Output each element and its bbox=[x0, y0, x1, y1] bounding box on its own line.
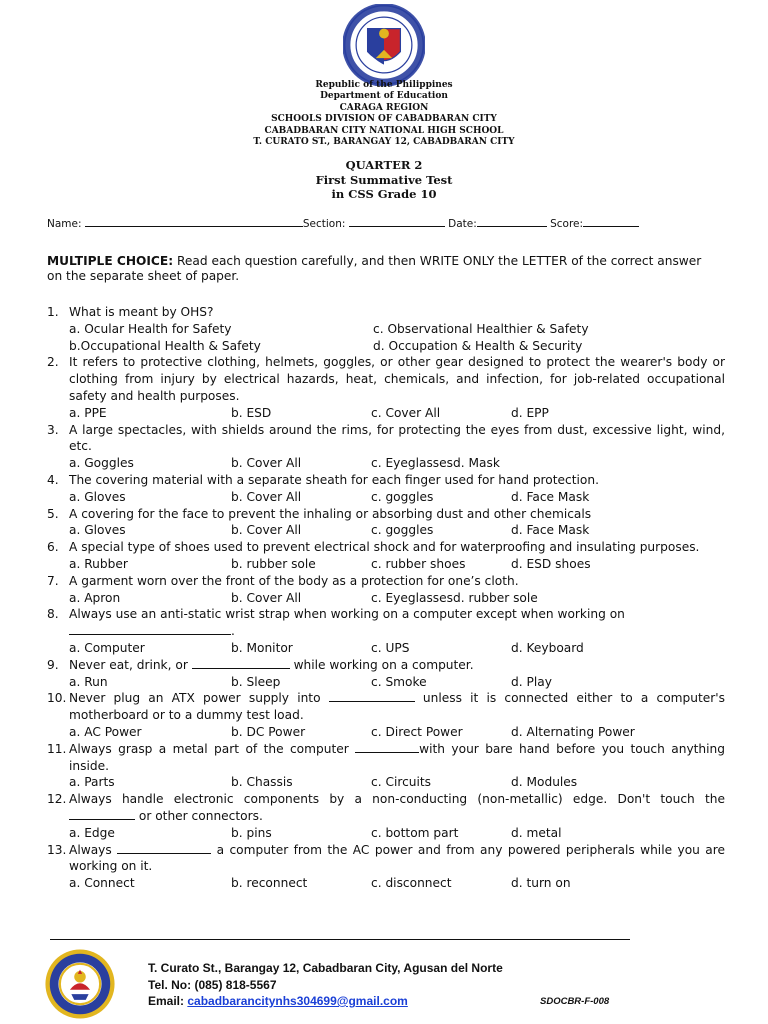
answer-option: d. Alternating Power bbox=[511, 724, 635, 739]
question-item bbox=[47, 354, 725, 421]
answer-option: a. AC Power bbox=[69, 724, 142, 739]
subject-label: in CSS Grade 10 bbox=[331, 187, 437, 201]
instructions bbox=[47, 254, 717, 284]
question-number: 6. bbox=[47, 540, 59, 555]
answer-option: b. pins bbox=[231, 825, 272, 840]
question-stem bbox=[69, 506, 725, 523]
answer-option: d. Face Mask bbox=[511, 523, 590, 538]
question-number: 5. bbox=[47, 506, 59, 521]
instructions-label: MULTIPLE CHOICE: bbox=[47, 254, 174, 268]
deped-seal-icon bbox=[343, 4, 425, 86]
question-item bbox=[47, 791, 725, 841]
answer-option: b. DC Power bbox=[231, 724, 306, 739]
email-link[interactable]: cabadbarancitynhs304699@gmail.com bbox=[187, 994, 408, 1008]
question-stem bbox=[69, 422, 725, 456]
answer-option: a. Gloves bbox=[69, 489, 126, 504]
answer-option: a. Run bbox=[69, 674, 108, 689]
answer-option: d. Play bbox=[511, 674, 552, 689]
question-stem bbox=[69, 354, 725, 404]
answer-option: c. Circuits bbox=[371, 775, 432, 790]
letterhead-line: CARAGA REGION bbox=[339, 102, 429, 113]
answer-option: b.Occupational Health & Safety bbox=[69, 338, 261, 353]
answer-option: b. Sleep bbox=[231, 674, 281, 689]
answer-option: c. Cover All bbox=[371, 405, 441, 420]
question-number: 3. bbox=[47, 422, 59, 437]
question-stem bbox=[69, 741, 725, 775]
answer-option: d. rubber sole bbox=[453, 590, 538, 605]
school-address: T. Curato St., Barangay 12, Cabadbaran City, Agusan del Norte bbox=[148, 961, 503, 975]
date-label: Date: bbox=[448, 218, 477, 230]
question-text-tail: . bbox=[231, 624, 235, 639]
answer-blank[interactable] bbox=[355, 741, 419, 753]
question-stem bbox=[69, 304, 725, 321]
school-contact bbox=[148, 960, 503, 1010]
letterhead-line: T. CURATO ST., BARANGAY 12, CABADBARAN CITY bbox=[253, 137, 515, 148]
question-stem bbox=[69, 606, 725, 640]
question-item bbox=[47, 573, 725, 607]
question-stem bbox=[69, 573, 725, 590]
question-item bbox=[47, 506, 725, 540]
question-stem bbox=[69, 791, 725, 825]
test-title bbox=[0, 158, 768, 202]
quarter-label: QUARTER 2 bbox=[345, 158, 423, 172]
letterhead-line: Republic of the Philippines bbox=[315, 80, 453, 90]
answer-option: b. Monitor bbox=[231, 640, 293, 655]
answer-option: a. PPE bbox=[69, 405, 107, 420]
question-item bbox=[47, 842, 725, 892]
answer-option: a. Rubber bbox=[69, 556, 128, 571]
answer-option: c. goggles bbox=[371, 489, 434, 504]
question-item bbox=[47, 690, 725, 740]
answer-option: d. Modules bbox=[511, 775, 578, 790]
answer-option: b. Cover All bbox=[231, 489, 302, 504]
question-stem bbox=[69, 842, 725, 876]
question-number: 9. bbox=[47, 657, 59, 672]
footer-divider bbox=[50, 939, 630, 940]
question-text: A covering for the face to prevent the inhaling or absorbing dust and other chemicals bbox=[69, 506, 592, 521]
instructions-text: Read each question carefully, and then WRITE ONLY the LETTER of the correct answer on the separate sheet of paper. bbox=[47, 254, 702, 284]
answer-option: d. Keyboard bbox=[511, 640, 584, 655]
answer-option: a. Edge bbox=[69, 825, 115, 840]
answer-blank[interactable] bbox=[329, 690, 415, 702]
answer-option: c. goggles bbox=[371, 523, 434, 538]
question-number: 11. bbox=[47, 741, 67, 756]
question-text: Never eat, drink, or bbox=[69, 657, 188, 672]
test-name: First Summative Test bbox=[315, 172, 453, 187]
school-seal-icon bbox=[44, 948, 116, 1020]
question-text: Always handle electronic components by a non-conducting (non-metallic) edge. Don't touch the bbox=[69, 792, 725, 807]
question-stem bbox=[69, 690, 725, 724]
name-label: Name: bbox=[47, 218, 82, 230]
answer-option: d. metal bbox=[511, 825, 562, 840]
question-text: Always grasp a metal part of the computer bbox=[69, 741, 349, 756]
answer-blank[interactable] bbox=[117, 842, 211, 854]
answer-option: d. ESD shoes bbox=[511, 556, 591, 571]
answer-option: d. turn on bbox=[511, 876, 571, 891]
question-item bbox=[47, 657, 725, 691]
answer-option: b. ESD bbox=[231, 405, 272, 420]
answer-option: b. reconnect bbox=[231, 876, 308, 891]
question-text: A garment worn over the front of the body as a protection for one’s cloth. bbox=[69, 573, 519, 588]
answer-blank[interactable] bbox=[192, 657, 290, 669]
answer-option: a. Parts bbox=[69, 775, 115, 790]
question-stem bbox=[69, 657, 725, 674]
question-stem bbox=[69, 539, 725, 556]
answer-option: c. UPS bbox=[371, 640, 410, 655]
name-blank[interactable] bbox=[85, 216, 303, 227]
letterhead-line: CABADBARAN CITY NATIONAL HIGH SCHOOL bbox=[264, 125, 504, 136]
answer-option: c. disconnect bbox=[371, 876, 452, 891]
question-text: Never plug an ATX power supply into bbox=[69, 691, 321, 706]
question-text: What is meant by OHS? bbox=[69, 305, 214, 319]
answer-option: b. rubber sole bbox=[231, 556, 316, 571]
question-text: Always bbox=[69, 842, 112, 857]
section-label: Section: bbox=[302, 218, 346, 230]
question-number: 1. bbox=[47, 305, 59, 319]
question-item bbox=[47, 422, 725, 472]
question-text: The covering material with a separate sheath for each finger used for hand protection. bbox=[69, 472, 599, 487]
school-email-line bbox=[148, 993, 503, 1010]
student-info-line bbox=[47, 216, 639, 230]
answer-option: d. Mask bbox=[453, 456, 500, 471]
question-number: 4. bbox=[47, 472, 59, 487]
letterhead-line: Department of Education bbox=[320, 91, 448, 102]
answer-option: c. Observational Healthier & Safety bbox=[373, 321, 589, 336]
answer-option: b. Cover All bbox=[231, 523, 302, 538]
answer-option: a. Apron bbox=[69, 590, 121, 605]
answer-option: b. Cover All bbox=[231, 456, 302, 471]
answer-option: d. EPP bbox=[511, 405, 549, 420]
question-text-tail: or other connectors. bbox=[135, 808, 263, 823]
question-text: It refers to protective clothing, helmets, goggles, or other gear designed to protect the wearer's body or clothing from injury by electrical hazards, heat, chemicals, and infection, for job-related occupational safety and health purposes. bbox=[69, 355, 725, 403]
school-tel: Tel. No: (085) 818-5567 bbox=[148, 977, 277, 992]
score-blank[interactable] bbox=[583, 216, 639, 227]
answer-option: c. Direct Power bbox=[371, 724, 463, 739]
answer-option: d. Occupation & Health & Security bbox=[373, 338, 583, 353]
answer-option: c. bottom part bbox=[371, 825, 459, 840]
question-item bbox=[47, 741, 725, 791]
question-number: 12. bbox=[47, 792, 67, 807]
answer-option: a. Connect bbox=[69, 876, 135, 891]
question-text-tail: while working on a computer. bbox=[289, 657, 474, 672]
answer-option: a. Ocular Health for Safety bbox=[69, 321, 232, 336]
answer-option: c. rubber shoes bbox=[371, 556, 466, 571]
question-text-tail: a computer from the AC power and from any powered peripherals while you are working on it. bbox=[69, 842, 726, 874]
answer-option: a. Computer bbox=[69, 640, 145, 655]
date-blank[interactable] bbox=[477, 216, 547, 227]
question-list bbox=[47, 304, 725, 892]
question-item bbox=[47, 304, 725, 354]
answer-option: c. Smoke bbox=[371, 674, 427, 689]
answer-blank[interactable] bbox=[69, 808, 135, 820]
answer-option: d. Face Mask bbox=[511, 489, 590, 504]
answer-option: b. Cover All bbox=[231, 590, 302, 605]
question-number: 13. bbox=[47, 842, 67, 857]
answer-option: a. Gloves bbox=[69, 523, 126, 538]
question-text-tail: unless it is connected either to a computer's motherboard or to a dummy test load. bbox=[69, 691, 726, 723]
answer-blank[interactable] bbox=[69, 623, 231, 635]
score-label: Score: bbox=[550, 218, 584, 230]
question-stem bbox=[69, 472, 725, 489]
answer-option: c. Eyeglasses bbox=[371, 590, 453, 605]
section-blank[interactable] bbox=[349, 216, 445, 227]
question-text: Always use an anti-static wrist strap when working on a computer except when working on bbox=[69, 607, 625, 622]
answer-option: b. Chassis bbox=[231, 775, 293, 790]
form-code: SDOCBR-F-008 bbox=[540, 996, 610, 1007]
question-item bbox=[47, 472, 725, 506]
question-text-tail: with your bare hand before you touch anything inside. bbox=[69, 741, 726, 773]
letterhead-line: SCHOOLS DIVISION OF CABADBARAN CITY bbox=[271, 114, 497, 125]
answer-option: a. Goggles bbox=[69, 456, 134, 471]
question-number: 10. bbox=[47, 691, 67, 706]
email-label: Email: bbox=[148, 994, 188, 1008]
question-number: 8. bbox=[47, 607, 59, 622]
question-item bbox=[47, 539, 725, 573]
question-number: 7. bbox=[47, 573, 59, 588]
question-item bbox=[47, 606, 725, 656]
question-text: A special type of shoes used to prevent electrical shock and for waterproofing and insulating purposes. bbox=[69, 540, 700, 555]
question-text: A large spectacles, with shields around the rims, for protecting the eyes from dust, excessive light, wind, etc. bbox=[69, 422, 725, 454]
question-number: 2. bbox=[47, 355, 59, 370]
answer-option: c. Eyeglasses bbox=[371, 456, 453, 471]
letterhead bbox=[0, 80, 768, 148]
